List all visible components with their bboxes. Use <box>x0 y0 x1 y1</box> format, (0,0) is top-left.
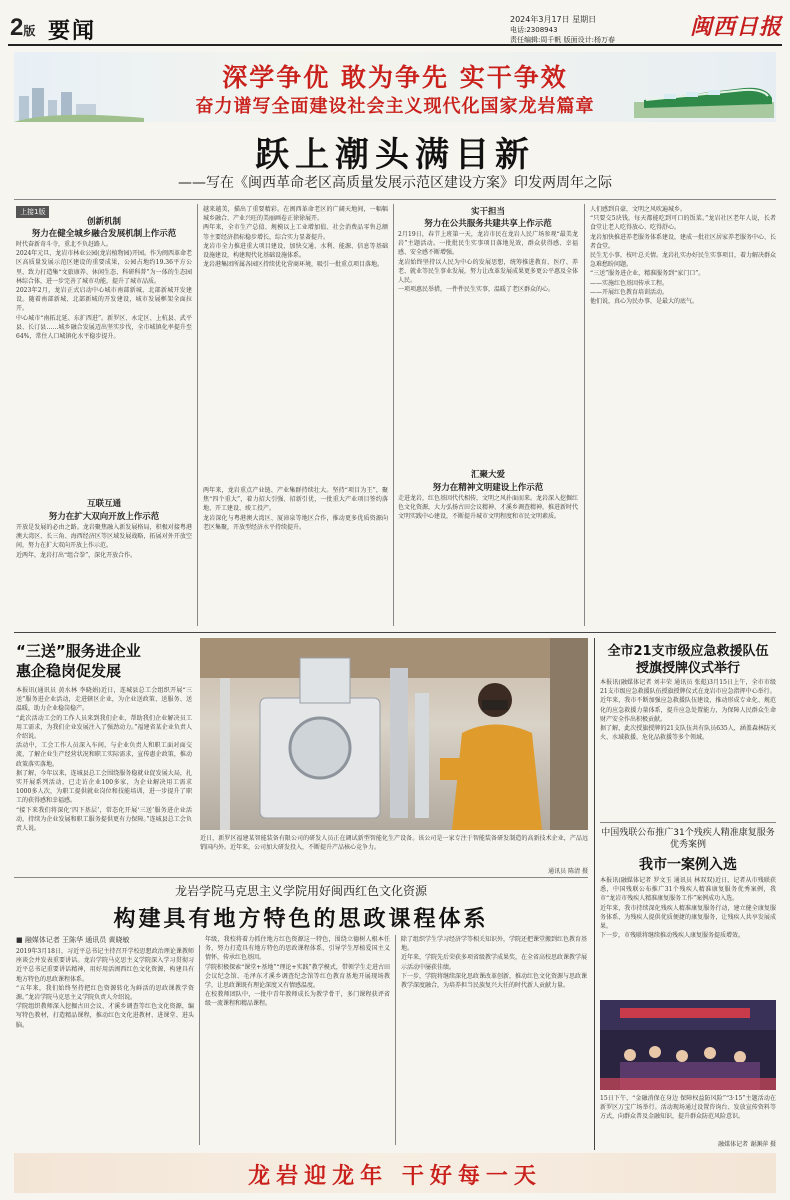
sidebar-a2-title: 我市一案例入选 <box>639 857 737 873</box>
ent-title2: 惠企稳岗促发展 <box>16 662 122 680</box>
lead-subhead-2: 努力在健全城乡融合发展机制上作示范 <box>31 229 177 239</box>
photo-illustration <box>200 638 588 830</box>
lead-col3b-text: 走进龙岩，红色基因代代相传，文明之风扑面而来。龙岩深入挖掘红色文化资源，大力弘扬古田会议精神、才溪乡调查精神，推进新时代文明实践中心建设，不断提升城市文明程度和市民文明素质。 <box>398 495 578 521</box>
lead-subhead-3: 互联互通 <box>86 499 121 509</box>
header-date: 2024年3月17日 星期日 <box>510 15 597 24</box>
header-editors: 责任编辑:周千帆 版面设计:杨万春 <box>510 36 615 44</box>
photo-credit: 通讯员 陈清 摄 <box>548 868 588 875</box>
ent-body: 本报讯(通讯员 黄水林 李晓娟)近日，连城县总工会组织开展“三送”服务进企业活动，走进辖区企业，为企业送政策、送服务、送温暖，助力企业稳岗稳产。 “此次活动工会的工作人员来到我们企业，帮助我们企业解决员工用工需求，为我们企业发展注入了强劲动力。”福建省某企业负责人介绍说。 活动中，工会工作人员深入车间，与企业负责人和职工面对面交流，了解企业生产经营状况和职工实际需求，宣传惠企政策，推动政策落实落地。 据了解，今年以来，连城县总工会围绕服务稳就业促发展大局，扎实开展系列活动，已走访企业100多家，为企业解决用工需求1000多人次，为职工提供就业岗位和技能培训，进一步提升了职工的获得感和幸福感。 “接下来我们将深化‘四下基层’，常态化开展‘三送’服务进企业活动，持续为企业发展和职工服务提供更有力保障。”连城县总工会负责人说。 <box>16 687 192 833</box>
college-rule <box>14 877 588 878</box>
masthead <box>0 0 790 48</box>
section-name: 要闻 <box>48 19 97 44</box>
sidebar-a1-body: 本报讯(融媒体记者 刘丰荣 通讯员 张彪)3月15日上午，全市市级21支市级应急救援队伍授旗授牌仪式在龙岩市应急指挥中心举行。 近年来，我市不断加强应急救援队伍建设，推动形成专业化、规范化的应急救援力量体系，提升应急处置能力，为保障人民群众生命财产安全作出积极贡献。 据了解，此次授旗授牌的21支队伍共有队员635人，涵盖森林防灭火、水域救援、危化品救援等多个领域。 <box>600 679 776 742</box>
newspaper-logo: 闽西日报 <box>690 14 783 40</box>
col-divider <box>393 204 394 626</box>
lead-subtitle: ——写在《闽西革命老区高质量发展示范区建设方案》印发两周年之际 <box>178 175 612 191</box>
sidebar-photo <box>600 1000 776 1090</box>
sidebar-photo-caption: 15日下午，“金融消保在身边 保障权益防风险”“3·15”主题活动在新罗区万宝广场举行。活动现场通过设置咨询台、发放宣传资料等方式，向群众普及金融知识，提升群众防范风险意识。 <box>600 1095 776 1121</box>
col-divider <box>395 935 396 1145</box>
photo-caption: 近日，新罗区福建某智能装备有限公司的研发人员正在调试新型智能化生产设备。该公司是一家专注于智能装备研发制造的高新技术企业，产品远销国内外。近年来，公司加大研发投入，不断提升产品核心竞争力。 <box>200 835 588 852</box>
footer-banner <box>14 1153 776 1193</box>
lead-subhead-7: 汇聚大爱 <box>470 470 505 480</box>
header-phone: 电话:2308943 <box>510 26 558 34</box>
banner <box>14 52 776 122</box>
news-photo <box>200 638 588 830</box>
col-divider <box>584 204 585 626</box>
page-number: 2版 <box>10 14 36 41</box>
sidebar-a2-kicker: 中国残联公布推广31个残疾人精准康复服务优秀案例 <box>601 828 775 850</box>
lead-rule <box>14 199 776 200</box>
college-kicker: 龙岩学院马克思主义学院用好闽西红色文化资源 <box>174 884 427 898</box>
lead-col4-text: 人们感到自豪，文明之风吹遍城乡。 “只要交5块钱，每天都能吃到可口的饭菜。”龙岩社区老年人说，长者食堂让老人吃得放心、吃得舒心。 龙岩加快推进养老服务体系建设，建成一批社区居家养老服务中心、长者食堂。 民生无小事，枝叶总关情。龙岩扎实办好民生实事项目，着力解决群众急难愁盼问题。 “三送”服务进企业，精准服务到“家门口”。 ——实施红色基因传承工程。 ——开展红色教育培训活动。 他们说，真心为民办事，是最大的底气。 <box>590 206 776 306</box>
header-rule <box>8 44 782 46</box>
ent-title: “三送”服务进企业 <box>16 642 141 660</box>
lead-title: 跃上潮头满目新 <box>255 135 535 175</box>
continued-tag: 上接1版 <box>16 206 49 218</box>
lead-subhead-6: 努力在公共服务共建共享上作示范 <box>424 219 552 229</box>
lead-col2-text: 越来越美，描出了重要精彩。在闽西革命老区的广阔天地间，一幅幅城乡融合、产业兴旺的美丽画卷正徐徐展开。 两年来，全市生产总值、规模以上工业增加值、社会消费品零售总额等主要经济指标稳步增长，综合实力显著提升。 龙岩市全力推进重大项目建设，加快交通、水利、能源、信息等基础设施建设，构建现代化基础设施体系。 龙岩港集团所属各园区持续优化营商环境，吸引一批重点项目落地。 <box>203 206 388 269</box>
college-byline: ■ 融媒体记者 王陈华 通讯员 黄晓敏 <box>16 936 130 944</box>
sidebar-a1-title: 全市21支市级应急救援队伍 <box>607 644 769 659</box>
lead-col2b-text: 两年来，龙岩重点产业链、产业集群持续壮大。坚持“项目为王”，聚焦“四个重大”，着力招大引强、招新引优，一批重大产业项目签约落地、开工建设、竣工投产。 龙岩深化与粤港澳大湾区、厦漳泉等地区合作，推动更多优质资源向老区集聚，开放型经济水平持续提升。 <box>203 487 388 531</box>
lead-col1b-text: 开放是发展的必由之路。龙岩聚焦融入新发展格局，积极对接粤港澳大湾区、长三角、海西经济区等区域发展战略，拓展对外开放空间，努力在扩大双向开放上作示范。 近两年，龙岩打出“组合拳”，深化开放合作。 <box>16 524 192 559</box>
footer-slogan: 龙岩迎龙年 干好每一天 <box>248 1164 542 1189</box>
sidebar-a2-body: 本报讯(融媒体记者 罗文玉 通讯员 林双双)近日，记者从市残联获悉，中国残联公布推广31个残疾人精准康复服务优秀案例，我市“龙岩市残疾人精准康复服务工作”案例成功入选。 近年来，我市持续深化残疾人精准康复服务行动，建立健全康复服务体系，为残疾人提供优质便捷的康复服务，让残疾人共享发展成果。 下一步，市残联将继续推动残疾人康复服务提质增效。 <box>600 877 776 940</box>
lead-subhead-8: 努力在精神文明建设上作示范 <box>432 483 544 493</box>
college-col3: 除了组织学生学习经济学等相关知识外，学院还把课堂搬到红色教育基地。 近年来，学院先后荣获多项省级教学成果奖，在全省高校思政课教学展示活动中屡获佳绩。 下一步，学院将继续深化思政课改革创新，推动红色文化资源与思政课教学深度融合，为培养担当民族复兴大任的时代新人贡献力量。 <box>401 936 587 990</box>
sidebar-a1-title2: 授旗授牌仪式举行 <box>635 661 740 676</box>
sidebar-photo-credit: 融媒体记者 谢渊萍 摄 <box>718 1141 776 1148</box>
sidebar-rule <box>600 822 776 823</box>
lead-col3-text: 2月19日，春节上班第一天，龙岩市民在龙岩人民广场参观“最美龙岩”主题活动。一批批民生实事项目落地见效，群众获得感、幸福感、安全感不断增强。 龙岩始终坚持以人民为中心的发展思想，统筹推进教育、医疗、养老、就业等民生事业发展，努力让改革发展成果更多更公平惠及全体人民。 一项项惠民举措，一件件民生实事，温暖了老区群众的心。 <box>398 231 578 294</box>
lead-col1-text: 时代奋新奇斗寺，重北不负赶路人。 2024年元旦，龙岩市林业公园(龙岩植物园)开园。作为闽西革命老区高质量发展示范区建设的重要成果，公园占地约19.36平方公里，致力打造集“文旅康养、休闲生态、科研科普”为一体的生态园林综合体，进一步完善了城市功能，提升了城市品质。 2023年2月，龙岩正式启动中心城市南部新城、北部新城开发建设。随着南部新城、北部新城的开发建设，城市发展框架全面拉开。 中心城市“南拓北延、东扩西进”。新罗区、永定区、上杭县、武平县、长汀县……城乡融合发展迈出坚实步伐，全市城镇化率提升至64%，常住人口城镇化水平稳步提升。 <box>16 241 192 341</box>
col-divider <box>199 945 200 1145</box>
col-divider <box>197 204 198 626</box>
sidebar-divider <box>594 638 595 1150</box>
college-col1: 2019年3月18日，习近平总书记主持召开学校思想政治理论课教师座谈会并发表重要讲话。龙岩学院马克思主义学院深入学习贯彻习近平总书记重要讲话精神，用好用活闽西红色文化资源，构建具有地方特色的思政课程体系。 “五年来，我们始终坚持把红色资源转化为鲜活的思政课教学资源。”龙岩学院马克思主义学院负责人介绍说。 学院组织教师深入挖掘古田会议、才溪乡调查等红色文化资源，编写特色教材，打造精品课程，推动红色文化进教材、进课堂、进头脑。 <box>16 948 194 1029</box>
lead-subhead-5: 实干担当 <box>470 207 505 217</box>
college-title: 构建具有地方特色的思政课程体系 <box>113 907 489 932</box>
lead-subhead-1: 创新机制 <box>86 217 121 227</box>
event-photo-illustration <box>600 1000 776 1090</box>
section-rule <box>14 632 776 633</box>
banner-line2: 奋力谱写全面建设社会主义现代化国家龙岩篇章 <box>195 96 595 117</box>
lead-subhead-4: 努力在扩大双向开放上作示范 <box>48 512 160 522</box>
college-col2: 年级，我校将着力抓住地方红色资源这一特色，围绕立德树人根本任务，努力打造具有地方特色的思政课程体系，引导学生厚植爱国主义情怀，传承红色基因。 学院积极探索“课堂+基地”“理论+实践”教学模式，带领学生走进古田会议纪念馆、毛泽东才溪乡调查纪念馆等红色教育基地开展现场教学，让思政课既有理论深度又有情感温度。 在校教师团队中，一批中青年教师成长为教学骨干，多门课程获评省级一流课程和精品课程。 <box>205 936 390 1008</box>
banner-line1: 深学争优 敢为争先 实干争效 <box>222 63 568 92</box>
